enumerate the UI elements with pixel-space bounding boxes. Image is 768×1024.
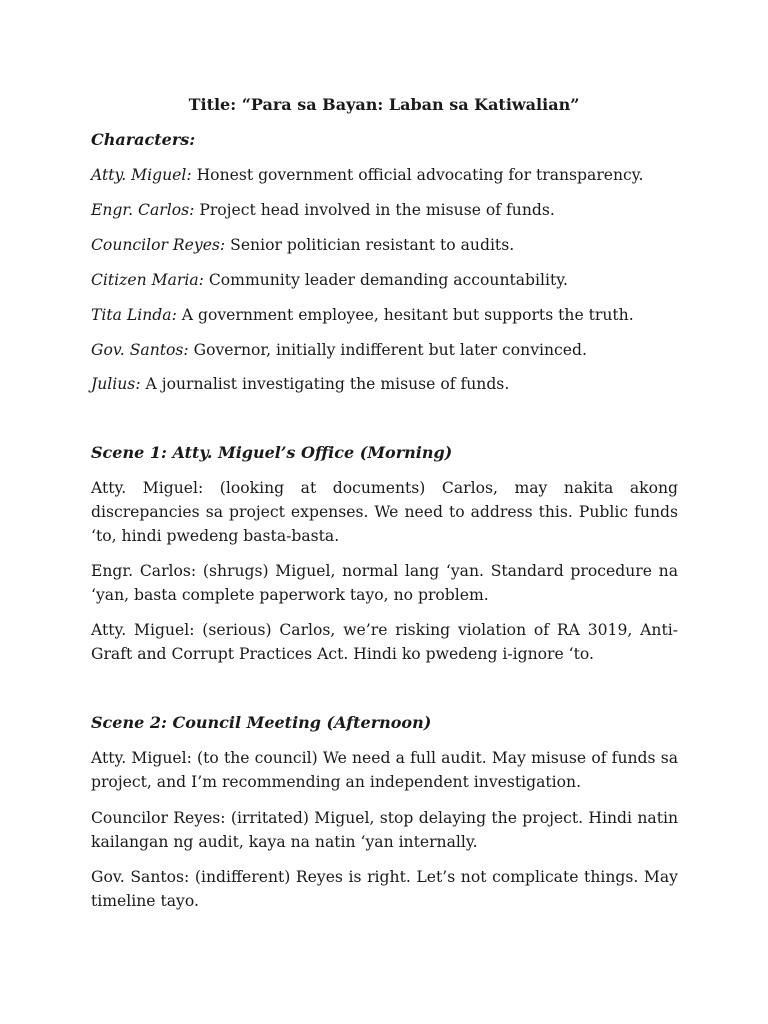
scene-1-heading: Scene 1: Atty. Miguel’s Office (Morning): [91, 443, 453, 462]
character-entry: [91, 268, 681, 292]
character-description: Community leader demanding accountability.: [203, 271, 568, 289]
character-name: Citizen Maria:: [91, 271, 204, 289]
scene-2-heading: Scene 2: Council Meeting (Afternoon): [91, 713, 432, 732]
character-description: Senior politician resistant to audits.: [225, 236, 515, 254]
dialogue-line: Councilor Reyes: (irritated) Miguel, stop delaying the project. Hindi natin kailangan ng audit, kaya na natin ‘yan internally.: [91, 809, 678, 851]
dialogue-line: Engr. Carlos: (shrugs) Miguel, normal lang ‘yan. Standard procedure na ‘yan, basta complete paperwork tayo, no problem.: [91, 562, 678, 604]
character-entry: [91, 233, 681, 257]
character-description: A journalist investigating the misuse of funds.: [140, 375, 510, 393]
character-description: Project head involved in the misuse of funds.: [194, 201, 555, 219]
dialogue-line: Atty. Miguel: (looking at documents) Carlos, may nakita akong discrepancies sa project expenses. We need to address this. Public funds ‘to, hindi pwedeng basta-basta.: [91, 479, 678, 545]
characters-heading: Characters:: [91, 130, 196, 149]
character-description: Honest government official advocating for transparency.: [191, 166, 644, 184]
dialogue-line: Gov. Santos: (indifferent) Reyes is right. Let’s not complicate things. May timeline tayo.: [91, 868, 678, 910]
character-name: Tita Linda:: [91, 306, 177, 324]
dialogue-line: Atty. Miguel: (to the council) We need a full audit. May misuse of funds sa project, and I’m recommending an independent investigation.: [91, 749, 678, 791]
character-name: Julius:: [91, 375, 141, 393]
character-name: Gov. Santos:: [91, 341, 189, 359]
document-title: Title: “Para sa Bayan: Laban sa Katiwalian”: [188, 95, 580, 114]
character-description: A government employee, hesitant but supports the truth.: [176, 306, 634, 324]
character-entry: [91, 198, 681, 222]
character-name: Engr. Carlos:: [91, 201, 195, 219]
character-description: Governor, initially indifferent but later convinced.: [188, 341, 587, 359]
character-name: Atty. Miguel:: [91, 166, 192, 184]
character-entry: [91, 338, 681, 362]
character-entry: [91, 372, 681, 396]
character-name: Councilor Reyes:: [91, 236, 226, 254]
dialogue-line: Atty. Miguel: (serious) Carlos, we’re risking violation of RA 3019, Anti-Graft and Corrupt Practices Act. Hindi ko pwedeng i-ignore ‘to.: [91, 621, 678, 663]
character-entry: [91, 163, 681, 187]
character-entry: [91, 303, 681, 327]
